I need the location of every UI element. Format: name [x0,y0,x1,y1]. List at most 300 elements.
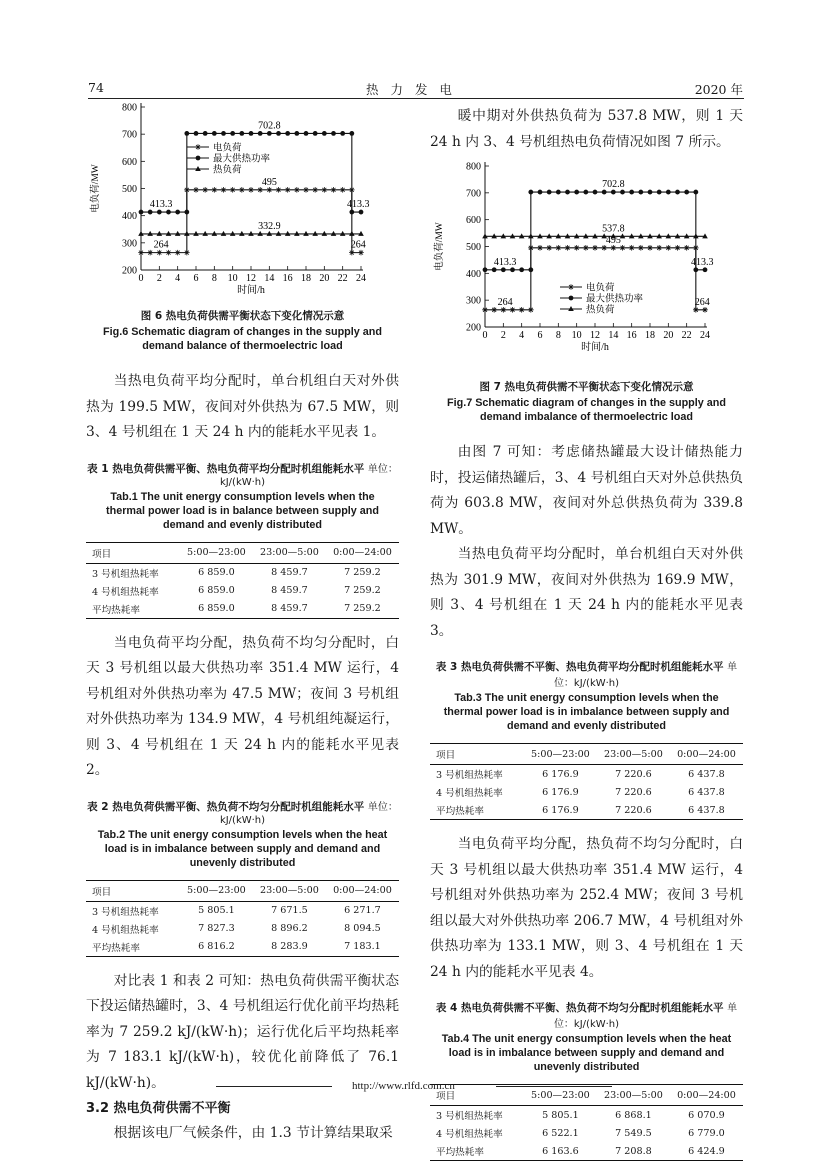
table-row [430,783,743,801]
table-cell: 6 437.8 [688,768,725,780]
series-point [492,267,497,272]
legend-label: 最大供热功率 [213,154,271,165]
series-point [519,307,525,313]
table-header-cell: 0:00—24:00 [677,748,736,760]
table4-title-text: 表 4 热电负荷供需不平衡、热负荷不均匀分配时机组能耗水平 [435,1002,724,1014]
table-cell: 6 176.9 [542,768,579,780]
series-point [267,131,272,136]
table3 [430,743,743,820]
series-point [666,245,672,251]
series-point [693,307,699,313]
table3-unit: 单位：kJ/(kW·h) [553,662,738,689]
series-point [349,131,354,136]
table-row [86,938,399,957]
series-point [592,245,598,251]
table-row [86,901,399,920]
series-point [139,210,144,215]
x-tick-label: 14 [264,273,275,284]
x-tick-label: 22 [337,273,348,284]
series-point [267,187,273,193]
table3-title-cn [430,658,743,689]
table-cell: 3 号机组热耗率 [92,906,159,918]
series-point [358,250,364,256]
series-point [675,245,681,251]
series-point [322,131,327,136]
table-cell: 6 176.9 [542,786,579,798]
table-cell: 7 220.6 [615,768,652,780]
table-cell: 7 220.6 [615,786,652,798]
table1 [86,542,399,619]
series-point [138,250,144,256]
series-point [538,190,543,195]
x-tick-label: 0 [482,330,488,341]
table2-unit: 单位：kJ/(kW·h) [219,801,398,826]
data-label: 264 [350,239,366,251]
series-line [141,190,361,253]
series-point [340,187,346,193]
table-header-cell: 项目 [92,548,112,560]
series-point [611,245,617,251]
table3-title-en: Tab.3 The unit energy consumption levels when the thermal power load is in imbalance between supply and demand and evenly distributed [443,692,730,732]
table-cell: 6 816.2 [198,941,235,952]
data-label: 264 [694,296,710,308]
x-axis-label: 时间/h [581,342,609,353]
data-label: 413.3 [149,199,173,211]
legend-marker [195,144,201,150]
table-cell: 平均热耗率 [92,604,140,616]
table-cell: 6 868.1 [615,1109,652,1121]
table-cell: 8 459.7 [271,603,308,614]
series-point [175,210,180,215]
series-point [656,245,662,251]
table-cell: 4 号机组热耗率 [436,788,503,799]
table-row [430,801,743,820]
series-point [258,131,263,136]
series-point [537,245,543,251]
series-point [203,131,208,136]
table-header-cell: 项目 [436,1091,456,1102]
y-tick-label: 500 [466,242,481,253]
series-point [294,187,300,193]
left-paragraph-3: 对比表 1 和表 2 可知：热电负荷供需平衡状态下投运储热罐时，3、4 号机组运行优化前平均热耗率为 7 259.2 kJ/(kW·h)；运行优化后平均热耗率为 7 183.1 kJ/(kW·h)，较优化前降低了 76.1 kJ/(kW·h)。 [86,972,399,1091]
series-point [304,131,309,136]
table-header-cell: 23:00—5:00 [260,547,319,558]
series-point [202,187,208,193]
y-tick-label: 800 [122,102,137,114]
series-point [565,245,571,251]
table-cell: 平均热耗率 [436,1147,484,1158]
fig7-caption [430,379,743,424]
x-axis-label: 时间/h [237,285,265,296]
table-header-cell: 23:00—5:00 [604,748,663,760]
y-tick-label: 600 [466,215,481,227]
table-cell: 6 070.9 [688,1109,725,1121]
legend-marker [196,156,201,161]
table-header-cell: 23:00—5:00 [260,885,319,896]
series-point [322,187,328,193]
series-point [693,267,698,272]
series-line [141,133,361,212]
footer-rule-left [216,1086,332,1087]
data-label: 413.3 [691,256,714,268]
y-axis-label: 电负荷/MW [91,164,101,213]
table-cell: 7 183.1 [344,941,381,952]
fig6-caption-en: Fig.6 Schematic diagram of changes in the supply and demand balance of thermoelectric load [103,326,382,352]
fig7-caption-cn: 图 7 热电负荷供需不平衡状态下变化情况示意 [479,381,694,393]
table-header-cell: 0:00—24:00 [677,1089,736,1101]
legend-label: 电负荷 [586,283,615,294]
series-point [221,187,227,193]
y-tick-label: 200 [122,265,137,277]
table4-title-en: Tab.4 The unit energy consumption levels when the heat load is in imbalance between supply and demand and unevenly distributed [441,1033,732,1073]
series-point [285,131,290,136]
x-tick-label: 16 [626,330,637,341]
series-point [212,187,218,193]
y-tick-label: 600 [122,156,137,168]
series-point [583,245,589,251]
series-point [239,187,245,193]
series-point [657,190,662,195]
x-tick-label: 20 [663,330,674,341]
y-tick-label: 300 [122,238,137,250]
legend-marker [568,284,574,290]
table-header-cell: 5:00—23:00 [187,547,246,558]
table-cell: 5 805.1 [542,1109,579,1121]
table-cell: 6 859.0 [198,585,235,596]
series-point [239,131,244,136]
x-tick-label: 8 [211,273,217,284]
y-tick-label: 300 [466,295,481,307]
series-point [528,190,533,195]
table-header-cell: 0:00—24:00 [333,547,392,558]
series-point [620,245,626,251]
series-point [359,210,364,215]
table2-title-en: Tab.2 The unit energy consumption levels when the heat load is in imbalance between supply and demand and unevenly distributed [97,828,388,869]
x-tick-label: 2 [500,330,506,341]
x-tick-label: 22 [681,330,692,341]
table-cell: 6 522.1 [542,1127,579,1139]
x-tick-label: 12 [246,273,256,284]
series-point [666,190,671,195]
table-cell: 3 号机组热耗率 [436,770,503,781]
table-header-cell: 5:00—23:00 [531,1089,590,1101]
data-label: 264 [497,296,513,308]
series-point [583,190,588,195]
table4 [430,1084,743,1161]
table-cell: 6 271.7 [344,905,381,916]
series-point [257,187,263,193]
x-tick-label: 4 [519,330,525,341]
series-point [684,245,690,251]
table-cell: 7 259.2 [344,567,381,578]
series-point [349,210,354,215]
right-paragraph-1: 由图 7 可知：考虑储热罐最大设计储热能力时，投运储热罐后，3、4 号机组白天对外总供热负荷为 603.8 MW，夜间对外总供热负荷为 339.8 MW。 [430,444,743,537]
x-tick-label: 24 [700,330,710,341]
legend-label: 热负荷 [213,165,242,176]
series-point [491,307,497,313]
table-cell: 7 208.8 [615,1145,652,1157]
series-point [340,131,345,136]
legend-label: 热负荷 [586,305,615,316]
table2-block [86,798,399,957]
x-tick-label: 10 [227,273,238,284]
series-point [675,190,680,195]
journal-name: 热 力 发 电 [366,82,456,97]
data-label: 495 [605,234,621,246]
table1-title-cn [86,460,399,488]
series-point [547,190,552,195]
table-cell: 平均热耗率 [92,942,140,954]
journal-year: 2020 年 [694,82,743,97]
table-row [430,765,743,784]
series-point [565,190,570,195]
x-tick-label: 12 [590,330,600,341]
right-paragraph-2: 当热电负荷平均分配时，单台机组白天对外供热为 301.9 MW，夜间对外供热为 169.9 MW，则 3、4 号机组在 1 天 24 h 内的能耗水平见表 3。 [430,546,743,639]
series-point [629,190,634,195]
table-row [430,1142,743,1161]
series-point [294,131,299,136]
right-paragraph-0: 暖中期对外供热负荷为 537.8 MW，则 1 天 24 h 内 3、4 号机组热电负荷情况如图 7 所示。 [430,108,743,150]
y-tick-label: 200 [466,322,481,334]
series-point [157,250,163,256]
table-header-cell: 5:00—23:00 [531,748,590,760]
x-tick-label: 8 [555,330,561,341]
x-tick-label: 4 [175,273,181,284]
section-heading: 3.2 热电负荷供需不平衡 [86,1101,231,1116]
left-column [86,100,399,1147]
series-point [574,245,580,251]
series-point [629,245,635,251]
table-cell: 7 259.2 [344,585,381,596]
series-point [528,307,534,313]
series-point [221,131,226,136]
series-point [510,267,515,272]
table-cell: 3 号机组热耗率 [436,1111,503,1122]
table-header-row [86,880,399,901]
series-point [510,307,516,313]
series-point [248,187,254,193]
footer-url: http://www.rlfd.com.cn [352,1080,455,1092]
y-tick-label: 500 [122,184,137,195]
x-tick-label: 20 [319,273,330,284]
data-label: 537.8 [602,223,625,235]
table-cell: 4 号机组热耗率 [92,586,159,598]
fig6-chart [86,100,399,298]
footer-rule-right [496,1086,612,1087]
left-paragraph-4: 根据该电厂气候条件，由 1.3 节计算结果取采 [113,1125,393,1141]
table-row [86,563,399,582]
fig7-caption-en: Fig.7 Schematic diagram of changes in the supply and demand imbalance of thermoelectric load [447,397,726,423]
table-header-cell: 项目 [92,886,112,898]
table-cell: 6 437.8 [688,786,725,798]
table-cell: 7 671.5 [271,905,308,916]
table-cell: 4 号机组热耗率 [436,1129,503,1140]
series-point [693,190,698,195]
left-paragraph-2: 当电负荷平均分配，热负荷不均匀分配时，白天 3 号机组以最大供热功率 351.4 MW 运行，4 号机组对外供热功率为 47.5 MW；夜间 3 号机组对外供热功率为 134.9 MW，4 号机组纯凝运行，则 3、4 号机组在 1 天 24 h 内的能耗水平见表 2。 [86,634,399,778]
series-point [184,131,189,136]
x-tick-label: 18 [301,273,311,284]
series-point [647,245,653,251]
series-point [648,190,653,195]
table-cell: 8 896.2 [271,923,308,934]
data-label: 332.9 [258,220,281,232]
data-label: 264 [153,239,169,251]
series-point [519,267,524,272]
series-point [184,210,189,215]
series-point [303,187,309,193]
series-point [501,267,506,272]
table-cell: 8 459.7 [271,585,308,596]
table2-title-text: 表 2 热电负荷供需平衡、热负荷不均匀分配时机组能耗水平 [87,800,365,813]
table4-title-cn [430,999,743,1030]
table-header-cell: 23:00—5:00 [604,1089,663,1101]
y-tick-label: 700 [122,129,137,141]
series-point [148,210,153,215]
series-point [620,190,625,195]
series-point [166,210,171,215]
table-cell: 4 号机组热耗率 [92,924,159,936]
series-point [184,250,190,256]
fig6-caption [86,308,399,353]
series-point [483,267,488,272]
series-point [602,190,607,195]
series-point [230,131,235,136]
series-point [546,245,552,251]
table-cell: 6 424.9 [688,1145,725,1157]
table-header-row [430,1085,743,1106]
table-row [86,600,399,619]
series-point [194,131,199,136]
x-tick-label: 10 [571,330,582,341]
series-point [482,307,488,313]
series-point [193,187,199,193]
y-tick-label: 400 [122,211,137,223]
series-point [331,131,336,136]
series-point [601,245,607,251]
series-point [574,190,579,195]
legend-label: 最大供热功率 [586,294,644,305]
series-point [175,250,181,256]
table4-block [430,999,743,1161]
x-tick-label: 24 [356,273,366,284]
table-cell: 6 859.0 [198,567,235,578]
table2 [86,880,399,957]
table-header-cell: 5:00—23:00 [187,885,246,896]
legend-label: 电负荷 [213,143,242,154]
series-point [638,245,644,251]
series-point [638,190,643,195]
data-label: 413.3 [347,199,370,211]
x-tick-label: 18 [645,330,655,341]
table1-title-en: Tab.1 The unit energy consumption levels when the thermal power load is in balance between supply and demand and evenly distributed [106,490,379,531]
series-point [276,187,282,193]
table1-title-text: 表 1 热电负荷供需平衡、热电负荷平均分配时机组能耗水平 [87,462,365,475]
table-cell: 8 459.7 [271,567,308,578]
y-tick-label: 400 [466,268,481,280]
series-point [331,187,337,193]
series-point [702,307,708,313]
table-cell: 7 220.6 [615,804,652,816]
series-point [230,187,236,193]
table-row [86,920,399,938]
series-point [684,190,689,195]
series-point [611,190,616,195]
data-label: 702.8 [602,179,625,191]
data-label: 702.8 [258,120,281,132]
series-point [313,131,318,136]
left-paragraph-1: 当热电负荷平均分配时，单台机组白天对外供热为 199.5 MW，夜间对外供热为 67.5 MW，则 3、4 号机组在 1 天 24 h 内的能耗水平见表 1。 [86,373,399,440]
series-point [501,307,507,313]
x-tick-label: 0 [138,273,144,284]
right-paragraph-3: 当电负荷平均分配，热负荷不均匀分配时，白天 3 号机组以最大供热功率 351.4 MW 运行，4 号机组对外供热功率为 252.4 MW；夜间 3 号机组以最大对外供热功率 206.7 MW，4 号机组对外供热功率为 133.1 MW，则 3、4 号机组在 1 天 24 h 内的能耗水平见表 4。 [430,836,743,980]
table-cell: 7 549.5 [615,1127,652,1139]
x-tick-label: 2 [156,273,162,284]
table1-unit: 单位：kJ/(kW·h) [219,463,398,488]
series-point [349,250,355,256]
series-point [556,190,561,195]
series-point [528,267,533,272]
series-point [593,190,598,195]
table-cell: 6 176.9 [542,804,579,816]
table-cell: 6 859.0 [198,603,235,614]
y-tick-label: 800 [466,161,481,173]
series-point [157,210,162,215]
table4-unit: 单位：kJ/(kW·h) [553,1003,738,1030]
series-point [212,131,217,136]
right-column [430,104,743,1161]
x-tick-label: 6 [193,273,199,284]
table1-block [86,460,399,619]
page-number: 74 [88,80,104,95]
table-header-row [430,744,743,765]
table-row [86,582,399,600]
table3-block [430,658,743,820]
table-cell: 3 号机组热耗率 [92,568,159,580]
table-cell: 5 805.1 [198,905,235,916]
x-tick-label: 14 [608,330,619,341]
series-point [166,250,172,256]
table-cell: 6 163.6 [542,1145,579,1157]
series-point [147,250,153,256]
table-cell: 6 437.8 [688,804,725,816]
table-cell: 8 094.5 [344,923,381,934]
table-row [430,1124,743,1142]
series-line [485,192,705,270]
table-cell: 6 779.0 [688,1127,725,1139]
series-point [703,267,708,272]
y-axis-label: 电负荷/MW [435,222,445,271]
x-tick-label: 6 [537,330,543,341]
table-cell: 7 259.2 [344,603,381,614]
table-cell: 平均热耗率 [436,806,484,817]
series-point [249,131,254,136]
legend-marker [569,296,574,301]
table-header-cell: 0:00—24:00 [333,885,392,896]
header-rule [88,98,744,99]
data-label: 495 [261,176,277,188]
series-point [312,187,318,193]
table-row [430,1106,743,1125]
table2-title-cn [86,798,399,826]
fig6-caption-cn: 图 6 热电负荷供需平衡状态下变化情况示意 [140,310,345,322]
series-point [276,131,281,136]
data-label: 413.3 [493,256,517,268]
table-cell: 7 827.3 [198,923,235,934]
table-header-cell: 项目 [436,750,456,761]
series-point [285,187,291,193]
x-tick-label: 16 [282,273,293,284]
table3-title-text: 表 3 热电负荷供需不平衡、热电负荷平均分配时机组能耗水平 [435,661,724,673]
